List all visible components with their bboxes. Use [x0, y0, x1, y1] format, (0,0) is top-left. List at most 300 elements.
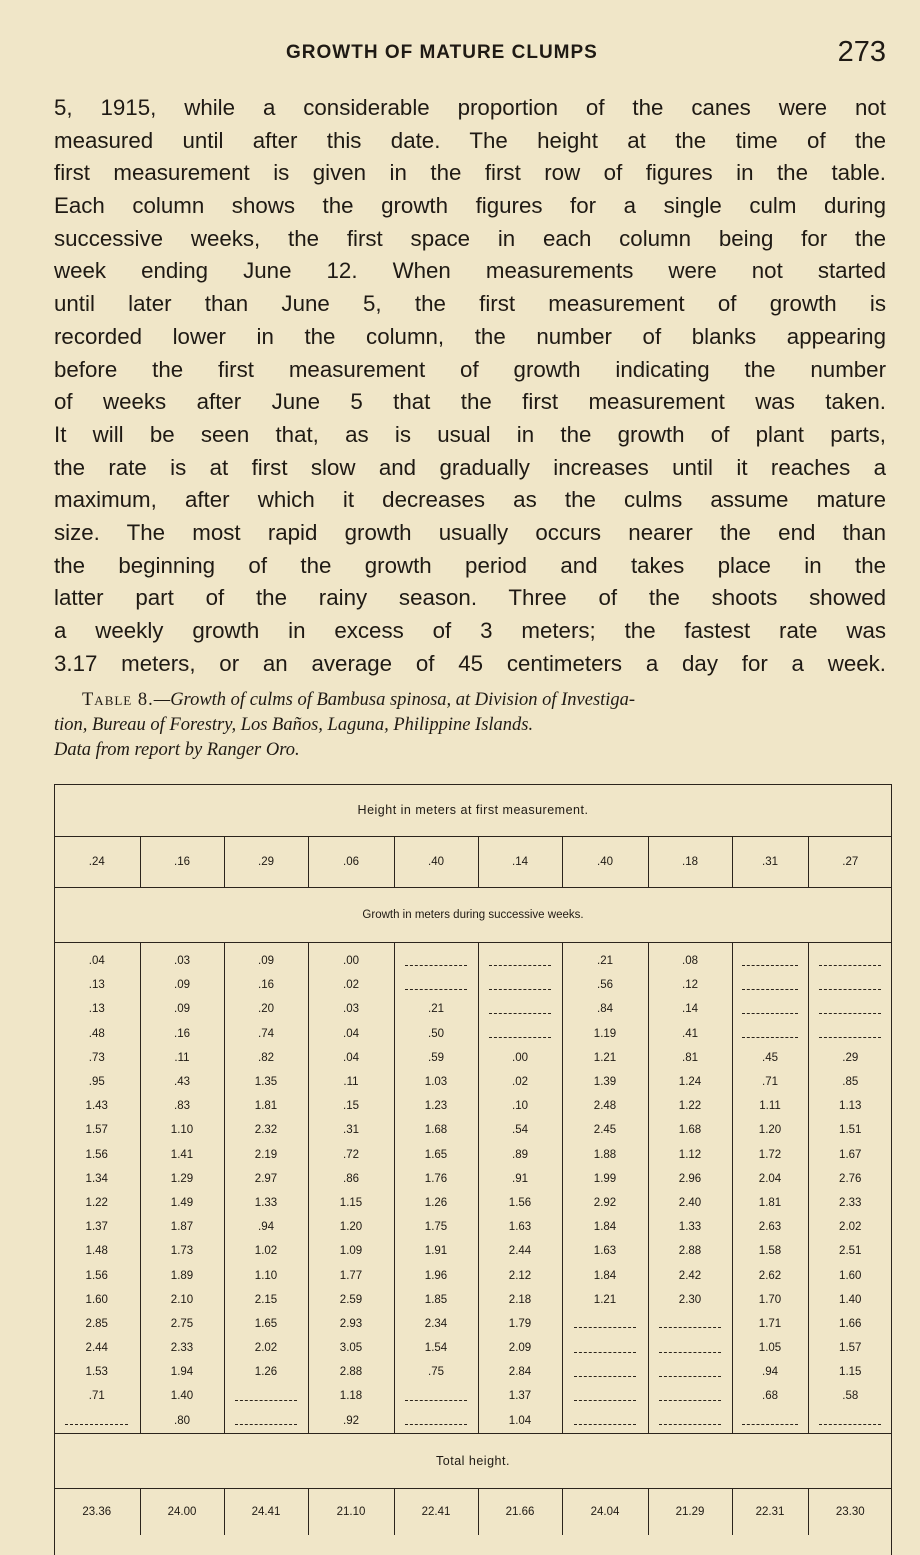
growth-cell: 2.75	[140, 1312, 224, 1336]
total-height-cell: 24.41	[224, 1488, 308, 1535]
growth-cell: .89	[478, 1143, 562, 1167]
blank-dash	[742, 957, 798, 966]
growth-cell: .16	[224, 973, 308, 997]
caption-line-2: tion, Bureau of Forestry, Los Baños, Laguna, Philippine Islands.	[54, 715, 534, 735]
growth-cell: 2.84	[478, 1360, 562, 1384]
growth-cell: 1.03	[394, 1070, 478, 1094]
growth-cell: 2.92	[562, 1191, 648, 1215]
growth-cell: 1.75	[394, 1215, 478, 1239]
blank-dash	[659, 1416, 720, 1425]
growth-cell: 1.66	[839, 1317, 862, 1330]
growth-cell: .14	[648, 997, 732, 1021]
growth-cell	[808, 1409, 892, 1434]
growth-cell: 2.88	[308, 1360, 394, 1384]
blank-dash	[742, 1029, 798, 1038]
growth-cell: .71	[54, 1384, 140, 1408]
growth-cell: 1.77	[308, 1263, 394, 1287]
growth-cell: .73	[54, 1046, 140, 1070]
growth-cell: .13	[54, 997, 140, 1021]
body-line: before the first measurement of growth indicating the number	[54, 356, 886, 382]
total-height-cell: 21.66	[478, 1488, 562, 1535]
initial-height-cell: .40	[394, 837, 478, 888]
growth-cell: 2.93	[308, 1312, 394, 1336]
growth-cell: 2.59	[308, 1288, 394, 1312]
growth-cell: 1.89	[140, 1263, 224, 1287]
growth-cell	[224, 1384, 308, 1408]
growth-cell: .08	[648, 943, 732, 974]
growth-cell: 1.63	[562, 1239, 648, 1263]
growth-cell: .02	[478, 1070, 562, 1094]
growth-cell: .59	[394, 1046, 478, 1070]
table-row	[54, 1094, 892, 1118]
growth-cell	[732, 1022, 808, 1046]
page-number: 273	[837, 36, 886, 68]
growth-cell: .00	[308, 943, 394, 974]
growth-cell	[732, 943, 808, 974]
growth-cell	[562, 1336, 648, 1360]
growth-cell: 2.33	[839, 1196, 862, 1209]
growth-cell: 2.34	[394, 1312, 478, 1336]
growth-cell	[732, 1409, 808, 1434]
growth-cell: 2.09	[478, 1336, 562, 1360]
initial-height-cell: .18	[648, 837, 732, 888]
blank-dash	[659, 1392, 720, 1401]
growth-cell: .83	[140, 1094, 224, 1118]
growth-cell: 1.71	[732, 1312, 808, 1336]
growth-cell: 2.15	[224, 1288, 308, 1312]
initial-height-cell: .14	[478, 837, 562, 888]
growth-cell: 2.96	[648, 1167, 732, 1191]
growth-cell	[54, 1409, 140, 1434]
growth-cell	[394, 1384, 478, 1408]
growth-cell: .94	[224, 1215, 308, 1239]
body-line: size. The most rapid growth usually occurs nearer the end than	[54, 519, 886, 545]
table-row	[54, 1409, 892, 1434]
growth-cell: 1.65	[394, 1143, 478, 1167]
growth-cell: .04	[308, 1022, 394, 1046]
growth-cell: 1.05	[732, 1336, 808, 1360]
growth-cell: 1.15	[839, 1366, 862, 1379]
blank-dash	[659, 1368, 720, 1377]
growth-cell: 1.57	[839, 1342, 862, 1355]
body-line: 5, 1915, while a considerable proportion of the canes were not	[54, 95, 886, 120]
growth-cell	[648, 1384, 732, 1408]
growth-cell: 2.04	[732, 1167, 808, 1191]
body-line: successive weeks, the first space in each column being for the	[54, 225, 886, 251]
growth-cell: .68	[732, 1384, 808, 1408]
body-line: latter part of the rainy season. Three of the shoots showed	[54, 585, 886, 611]
growth-cell: .12	[648, 973, 732, 997]
growth-cell: 2.42	[648, 1263, 732, 1287]
growth-cell: .02	[308, 973, 394, 997]
growth-cell	[562, 1409, 648, 1434]
growth-cell: 2.02	[224, 1336, 308, 1360]
growth-cell: .56	[562, 973, 648, 997]
blank-dash	[574, 1344, 637, 1353]
blank-dash	[405, 1416, 466, 1425]
blank-dash	[574, 1416, 637, 1425]
blank-dash	[235, 1392, 296, 1401]
blank-dash	[659, 1319, 720, 1328]
growth-cell: .09	[140, 973, 224, 997]
growth-cell: 1.58	[732, 1239, 808, 1263]
table-row	[54, 943, 892, 974]
growth-cell: 1.40	[839, 1293, 862, 1306]
growth-cell: 2.19	[224, 1143, 308, 1167]
growth-cell: 1.68	[394, 1118, 478, 1142]
growth-cell: .10	[478, 1094, 562, 1118]
table-row	[54, 973, 892, 997]
growth-cell: .54	[478, 1118, 562, 1142]
growth-cell: .43	[140, 1070, 224, 1094]
table-row	[54, 1215, 892, 1239]
growth-cell: 1.84	[562, 1263, 648, 1287]
table-row	[54, 1046, 892, 1070]
growth-cell: 1.37	[478, 1384, 562, 1408]
initial-height-cell: .31	[732, 837, 808, 888]
growth-cell	[394, 1409, 478, 1434]
growth-cell: 2.62	[732, 1263, 808, 1287]
blank-dash	[819, 981, 881, 990]
growth-cell: 1.04	[478, 1409, 562, 1434]
total-height-cell: 21.10	[308, 1488, 394, 1535]
growth-cell: 1.23	[394, 1094, 478, 1118]
growth-cell: 1.35	[224, 1070, 308, 1094]
growth-cell: 1.22	[54, 1191, 140, 1215]
total-height-cell: 21.29	[648, 1488, 732, 1535]
blank-dash	[742, 1416, 798, 1425]
blank-dash	[65, 1416, 128, 1425]
growth-cell: .80	[140, 1409, 224, 1434]
growth-cell: .72	[308, 1143, 394, 1167]
growth-cell	[808, 973, 892, 997]
growth-cell	[648, 1312, 732, 1336]
growth-cell: 1.24	[648, 1070, 732, 1094]
growth-cell: .86	[308, 1167, 394, 1191]
initial-height-cell: .24	[54, 837, 140, 888]
growth-cell: .58	[842, 1390, 859, 1403]
growth-cell: .21	[394, 997, 478, 1021]
body-paragraph	[54, 92, 886, 680]
growth-cell: 1.60	[54, 1288, 140, 1312]
growth-cell: .91	[478, 1167, 562, 1191]
growth-cell: 2.44	[54, 1336, 140, 1360]
growth-cell: 2.18	[478, 1288, 562, 1312]
growth-cell: 1.48	[54, 1239, 140, 1263]
growth-cell: 1.73	[140, 1239, 224, 1263]
growth-cell: 3.05	[308, 1336, 394, 1360]
blank-dash	[742, 981, 798, 990]
table-row	[54, 1167, 892, 1191]
table-row	[54, 1360, 892, 1384]
growth-cell: .11	[308, 1070, 394, 1094]
growth-cell: 1.21	[562, 1046, 648, 1070]
growth-cell: 1.49	[140, 1191, 224, 1215]
growth-cell: 1.70	[732, 1288, 808, 1312]
growth-cell	[478, 943, 562, 974]
caption-line-3: Data from report by Ranger Oro.	[54, 740, 300, 760]
growth-cell: .03	[140, 943, 224, 974]
growth-cell: 1.34	[54, 1167, 140, 1191]
blank-dash	[819, 1416, 881, 1425]
body-line: It will be seen that, as is usual in the growth of plant parts,	[54, 421, 886, 447]
blank-dash	[405, 957, 466, 966]
growth-cell: .11	[140, 1046, 224, 1070]
table-row	[54, 1143, 892, 1167]
growth-cell: 1.19	[562, 1022, 648, 1046]
caption-line-1: —Growth of culms of Bambusa spinosa, at Division of Investiga-	[153, 690, 636, 710]
growth-cell: 2.85	[54, 1312, 140, 1336]
growth-cell: 2.32	[224, 1118, 308, 1142]
growth-cell: 2.51	[839, 1245, 862, 1258]
growth-cell: 1.54	[394, 1336, 478, 1360]
growth-cell: .92	[308, 1409, 394, 1434]
blank-dash	[742, 1005, 798, 1014]
growth-cell: 1.22	[648, 1094, 732, 1118]
growth-cell: 1.56	[54, 1263, 140, 1287]
growth-cell: .94	[732, 1360, 808, 1384]
total-height-cell: 24.04	[562, 1488, 648, 1535]
growth-cell: 2.48	[562, 1094, 648, 1118]
blank-dash	[574, 1319, 637, 1328]
growth-cell: 1.11	[732, 1094, 808, 1118]
growth-cell: .45	[732, 1046, 808, 1070]
growth-cell: 1.21	[562, 1288, 648, 1312]
total-height-cell: 23.30	[808, 1488, 892, 1535]
growth-cell: 2.88	[648, 1239, 732, 1263]
growth-cell: .00	[478, 1046, 562, 1070]
growth-cell: 1.53	[54, 1360, 140, 1384]
growth-cell: 1.85	[394, 1288, 478, 1312]
growth-cell: 1.10	[140, 1118, 224, 1142]
growth-cell	[732, 997, 808, 1021]
growth-cell	[562, 1360, 648, 1384]
growth-cell: 1.09	[308, 1239, 394, 1263]
running-title: GROWTH OF MATURE CLUMPS	[286, 42, 598, 63]
growth-cell: .75	[394, 1360, 478, 1384]
growth-cell	[648, 1409, 732, 1434]
table-row	[54, 1239, 892, 1263]
growth-cell: 2.63	[732, 1215, 808, 1239]
growth-cell: 2.02	[839, 1221, 862, 1234]
growth-cell: 1.56	[478, 1191, 562, 1215]
growth-cell: 2.40	[648, 1191, 732, 1215]
growth-cell: 2.44	[478, 1239, 562, 1263]
growth-cell: .48	[54, 1022, 140, 1046]
blank-dash	[659, 1344, 720, 1353]
growth-cell: .29	[842, 1051, 859, 1064]
growth-cell: .50	[394, 1022, 478, 1046]
growth-cell	[394, 943, 478, 974]
growth-cell: 1.51	[839, 1124, 862, 1137]
growth-cell	[648, 1360, 732, 1384]
growth-cell: 2.45	[562, 1118, 648, 1142]
table-row	[54, 1191, 892, 1215]
growth-cell: .15	[308, 1094, 394, 1118]
growth-cell: .04	[54, 943, 140, 974]
table-row	[54, 1288, 892, 1312]
growth-cell: 1.96	[394, 1263, 478, 1287]
growth-cell: .85	[842, 1076, 859, 1089]
growth-cell: .04	[308, 1046, 394, 1070]
growth-cell	[808, 1022, 892, 1046]
table-row	[54, 1070, 892, 1094]
growth-cell	[478, 1022, 562, 1046]
growth-cell	[562, 1384, 648, 1408]
growth-cell: 1.94	[140, 1360, 224, 1384]
growth-cell: 1.41	[140, 1143, 224, 1167]
total-height-cell: 23.36	[54, 1488, 140, 1535]
table-row	[54, 1312, 892, 1336]
total-height-cell: 22.41	[394, 1488, 478, 1535]
growth-cell: .31	[308, 1118, 394, 1142]
total-height-cell: 22.31	[732, 1488, 808, 1535]
growth-cell: 1.29	[140, 1167, 224, 1191]
table-row	[54, 1118, 892, 1142]
body-line: the beginning of the growth period and takes place in the	[54, 552, 886, 578]
table-caption	[54, 688, 888, 763]
body-line: maximum, after which it decreases as the culms assume mature	[54, 487, 886, 513]
growth-cell: 1.20	[308, 1215, 394, 1239]
growth-cell: 1.33	[224, 1191, 308, 1215]
growth-cell: 1.87	[140, 1215, 224, 1239]
blank-dash	[235, 1416, 296, 1425]
growth-cell: 1.84	[562, 1215, 648, 1239]
growth-header: Growth in meters during successive weeks.	[54, 888, 892, 943]
blank-dash	[574, 1392, 637, 1401]
growth-cell: 2.97	[224, 1167, 308, 1191]
growth-cell: 1.10	[224, 1263, 308, 1287]
growth-cell: 1.76	[394, 1167, 478, 1191]
growth-cell: 1.81	[224, 1094, 308, 1118]
growth-cell: .74	[224, 1022, 308, 1046]
growth-cell: .16	[140, 1022, 224, 1046]
growth-cell: 2.76	[839, 1172, 862, 1185]
growth-cell: 1.40	[140, 1384, 224, 1408]
growth-cell	[562, 1312, 648, 1336]
growth-cell	[394, 973, 478, 997]
growth-cell	[648, 1336, 732, 1360]
initial-height-cell: .29	[224, 837, 308, 888]
growth-cell: 1.81	[732, 1191, 808, 1215]
initial-height-cell: .27	[808, 837, 892, 888]
total-height-cell: 24.00	[140, 1488, 224, 1535]
growth-cell: 1.26	[224, 1360, 308, 1384]
growth-cell: 1.15	[308, 1191, 394, 1215]
growth-cell: 1.02	[224, 1239, 308, 1263]
table-row	[54, 997, 892, 1021]
blank-dash	[819, 957, 881, 966]
table-row	[54, 1336, 892, 1360]
table-row	[54, 1384, 892, 1408]
blank-dash	[574, 1368, 637, 1377]
blank-dash	[489, 1005, 550, 1014]
growth-cell	[732, 973, 808, 997]
initial-height-header: Height in meters at first measurement.	[357, 803, 589, 817]
growth-cell: 2.33	[140, 1336, 224, 1360]
table-row	[54, 1263, 892, 1287]
growth-cell: .09	[224, 943, 308, 974]
growth-cell: 1.43	[54, 1094, 140, 1118]
growth-cell: 1.56	[54, 1143, 140, 1167]
growth-cell: 1.99	[562, 1167, 648, 1191]
growth-cell: 1.57	[54, 1118, 140, 1142]
growth-cell: 1.37	[54, 1215, 140, 1239]
body-line: measured until after this date. The height at the time of the	[54, 127, 886, 153]
growth-cell: 1.65	[224, 1312, 308, 1336]
growth-cell: 1.20	[732, 1118, 808, 1142]
blank-dash	[819, 1005, 881, 1014]
growth-cell: 2.10	[140, 1288, 224, 1312]
growth-cell: .84	[562, 997, 648, 1021]
growth-cell: 1.60	[839, 1269, 862, 1282]
growth-cell: 1.67	[839, 1148, 862, 1161]
blank-dash	[489, 957, 550, 966]
body-line: recorded lower in the column, the number of blanks appearing	[54, 323, 886, 349]
growth-cell	[478, 997, 562, 1021]
growth-cell: 2.30	[648, 1288, 732, 1312]
table-row	[54, 1022, 892, 1046]
growth-cell: 1.72	[732, 1143, 808, 1167]
blank-dash	[819, 1029, 881, 1038]
body-line: Each column shows the growth figures for a single culm during	[54, 193, 886, 219]
growth-cell	[808, 943, 892, 974]
growth-cell: 1.63	[478, 1215, 562, 1239]
growth-cell: 1.12	[648, 1143, 732, 1167]
body-line: a weekly growth in excess of 3 meters; the fastest rate was	[54, 618, 886, 643]
growth-cell: 1.18	[308, 1384, 394, 1408]
growth-cell: 1.39	[562, 1070, 648, 1094]
growth-cell: 2.12	[478, 1263, 562, 1287]
body-line: week ending June 12. When measurements were not started	[54, 258, 886, 284]
blank-dash	[405, 981, 466, 990]
growth-cell: 1.91	[394, 1239, 478, 1263]
total-height-header: Total height.	[54, 1433, 892, 1488]
growth-cell: .03	[308, 997, 394, 1021]
growth-cell: .13	[54, 973, 140, 997]
blank-dash	[489, 981, 550, 990]
growth-cell: 1.68	[648, 1118, 732, 1142]
page-header	[0, 30, 920, 80]
blank-dash	[405, 1392, 466, 1401]
growth-cell	[808, 997, 892, 1021]
blank-dash	[489, 1029, 550, 1038]
growth-cell: .21	[562, 943, 648, 974]
growth-cell: .81	[648, 1046, 732, 1070]
body-line: 3.17 meters, or an average of 45 centimeters a day for a week.	[54, 650, 886, 676]
body-line: of weeks after June 5 that the first measurement was taken.	[54, 389, 886, 415]
growth-cell	[224, 1409, 308, 1434]
growth-cell: .20	[224, 997, 308, 1021]
growth-cell: .95	[54, 1070, 140, 1094]
initial-height-cell: .40	[562, 837, 648, 888]
initial-height-cell: .16	[140, 837, 224, 888]
growth-cell: 1.13	[839, 1100, 862, 1113]
growth-table	[54, 784, 892, 1535]
growth-cell	[478, 973, 562, 997]
growth-cell: .41	[648, 1022, 732, 1046]
growth-cell: .09	[140, 997, 224, 1021]
growth-cell: 1.26	[394, 1191, 478, 1215]
body-line: first measurement is given in the first row of figures in the table.	[54, 160, 886, 186]
body-line: until later than June 5, the first measurement of growth is	[54, 291, 886, 317]
growth-cell: .82	[224, 1046, 308, 1070]
body-line: the rate is at first slow and gradually increases until it reaches a	[54, 454, 886, 480]
growth-cell: .71	[732, 1070, 808, 1094]
caption-lead: Table 8.	[82, 690, 154, 710]
initial-height-cell: .06	[308, 837, 394, 888]
growth-cell: 1.88	[562, 1143, 648, 1167]
